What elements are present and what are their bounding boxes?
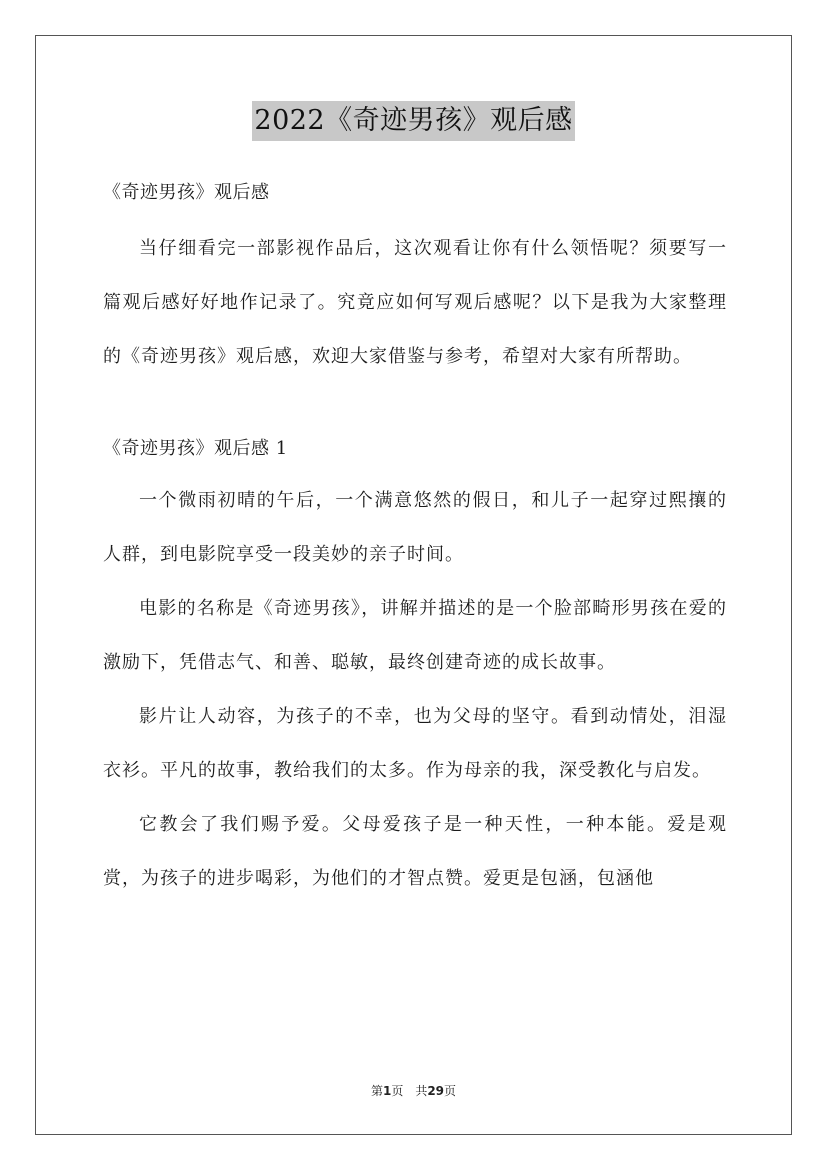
footer-total-pages: 29 [427,1084,445,1098]
page-footer [0,1082,827,1099]
footer-prefix: 第 [370,1084,383,1098]
document-body [103,172,727,906]
section-heading: 《奇迹男孩》观后感 1 [103,438,288,459]
footer-page-number: 1 [382,1084,392,1098]
title-container [0,101,827,141]
subtitle-heading: 《奇迹男孩》观后感 [103,182,270,203]
intro-paragraph: 当仔细看完一部影视作品后，这次观看让你有什么领悟呢？须要写一篇观后感好好地作记录了。究竟应如何写观后感呢？以下是我为大家整理的《奇迹男孩》观后感，欢迎大家借鉴与参考，希望对大家有所帮助。 [103,238,727,367]
document-title: 2022《奇迹男孩》观后感 [252,101,574,141]
body-paragraph-3: 影片让人动容，为孩子的不幸，也为父母的坚守。看到动情处，泪湿衣衫。平凡的故事，教给我们的太多。作为母亲的我，深受教化与启发。 [103,706,727,781]
body-paragraph-2: 电影的名称是《奇迹男孩》，讲解并描述的是一个脸部畸形男孩在爱的激励下，凭借志气、和善、聪敏，最终创建奇迹的成长故事。 [103,598,727,673]
body-paragraph-4: 它教会了我们赐予爱。父母爱孩子是一种天性，一种本能。爱是观赏，为孩子的进步喝彩，为他们的才智点赞。爱更是包涵，包涵他 [103,814,727,889]
body-paragraph-1: 一个微雨初晴的午后，一个满意悠然的假日，和儿子一起穿过熙攘的人群，到电影院享受一段美妙的亲子时间。 [103,490,727,565]
footer-mid: 页 共 [391,1084,428,1098]
footer-suffix: 页 [444,1084,457,1098]
